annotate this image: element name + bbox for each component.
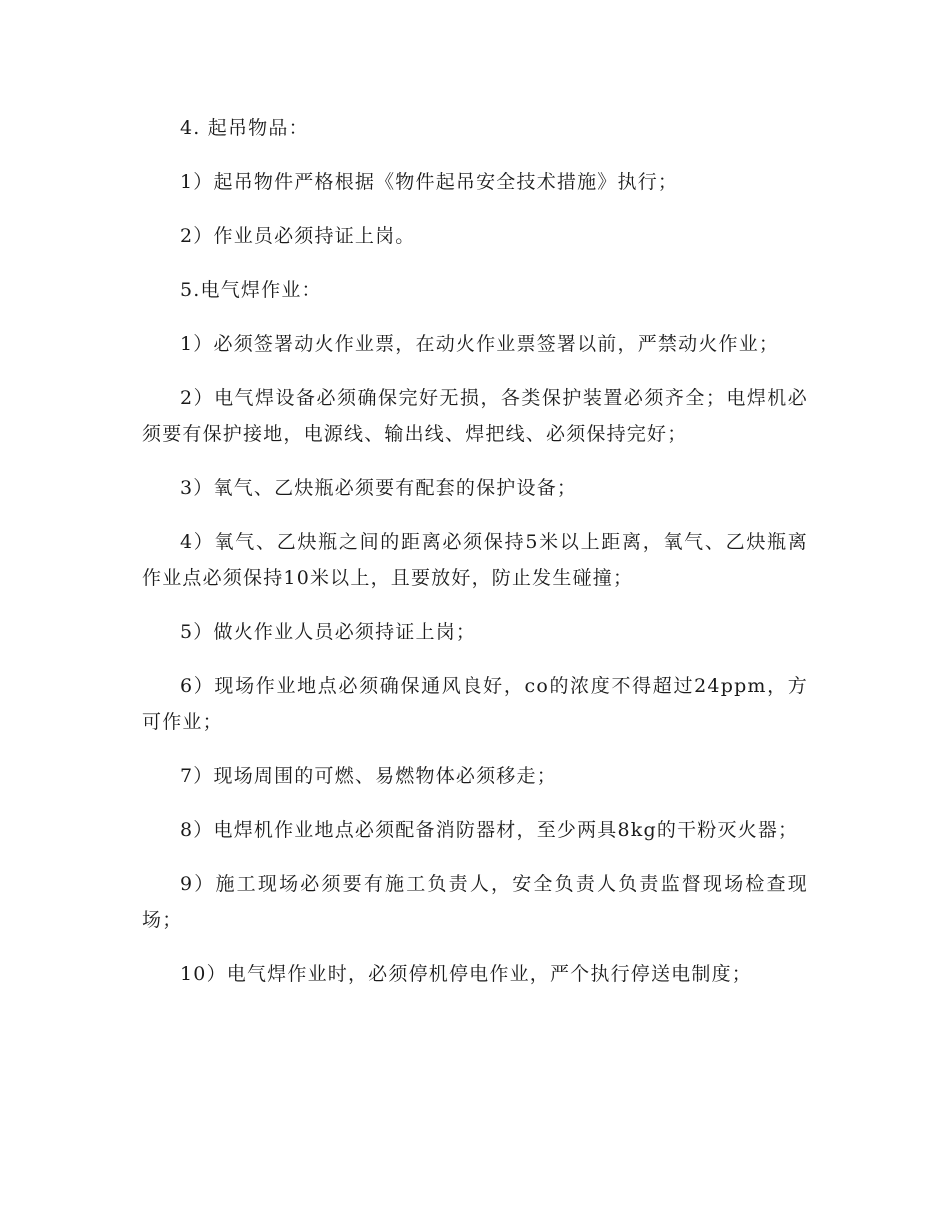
document-body xyxy=(142,110,808,1010)
list-item: 2）电气焊设备必须确保完好无损，各类保护装置必须齐全；电焊机必须要有保护接地，电源线、输出线、焊把线、必须保持完好； xyxy=(142,387,808,445)
list-item: 1）起吊物件严格根据《物件起吊安全技术措施》执行； xyxy=(180,171,679,193)
list-item: 9）施工现场必须要有施工负责人，安全负责人负责监督现场检查现场； xyxy=(142,873,808,931)
list-item: 8）电焊机作业地点必须配备消防器材，至少两具8kg的干粉灭火器； xyxy=(180,819,799,841)
list-item: 5）做火作业人员必须持证上岗； xyxy=(180,621,477,643)
list-item: 1）必须签署动火作业票，在动火作业票签署以前，严禁动火作业； xyxy=(180,333,780,355)
section-heading-welding: 5.电气焊作业： xyxy=(180,279,322,301)
list-item: 7）现场周围的可燃、易燃物体必须移走； xyxy=(180,765,557,787)
list-item: 3）氧气、乙炔瓶必须要有配套的保护设备； xyxy=(180,477,578,499)
list-item: 10）电气焊作业时，必须停机停电作业，严个执行停送电制度； xyxy=(180,963,752,985)
list-item: 4）氧气、乙炔瓶之间的距离必须保持5米以上距离，氧气、乙炔瓶离作业点必须保持10米以上，且要放好，防止发生碰撞； xyxy=(142,531,808,589)
list-item: 2）作业员必须持证上岗。 xyxy=(180,225,416,247)
section-heading-lifting: 4. 起吊物品： xyxy=(180,117,309,139)
list-item: 6）现场作业地点必须确保通风良好，co的浓度不得超过24ppm，方可作业； xyxy=(142,675,808,733)
